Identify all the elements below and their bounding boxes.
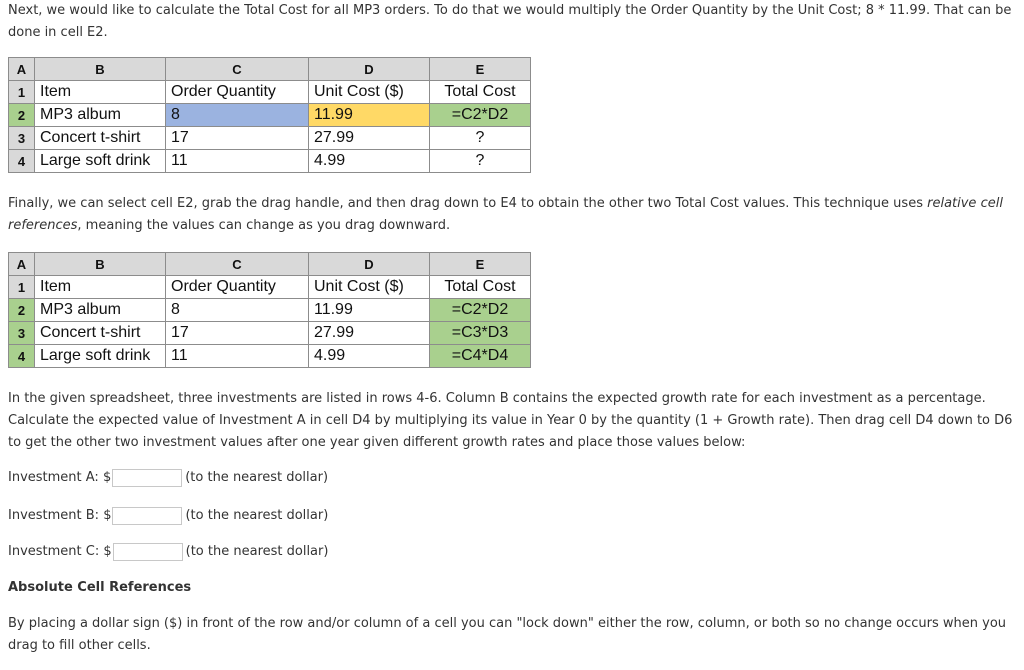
cell-qty: 8 [166, 299, 309, 322]
investment-a-input[interactable] [112, 469, 182, 487]
table-row [9, 345, 531, 368]
investment-b-input[interactable] [112, 507, 182, 525]
drag-paragraph [8, 193, 1016, 237]
cell-total: ? [430, 127, 531, 150]
cell-unit-cost: 27.99 [309, 322, 430, 345]
investment-c-row [8, 542, 328, 562]
investment-b-label: Investment B: $ [8, 508, 112, 523]
row-number: 4 [9, 345, 35, 368]
cell-qty: 17 [166, 322, 309, 345]
investment-a-suffix: (to the nearest dollar) [185, 470, 329, 485]
cell-item: Large soft drink [35, 150, 166, 173]
column-header-row [9, 58, 531, 81]
cell-qty: 17 [166, 127, 309, 150]
absolute-paragraph: By placing a dollar sign ($) in front of the row and/or column of a cell you can "lock down" either the row, column, or both so no change occurs when you drag to fill other cells. [8, 616, 1007, 653]
investment-a-label: Investment A: $ [8, 470, 112, 485]
drag-paragraph-part1: Finally, we can select cell E2, grab the drag handle, and then drag down to E4 to obtain the other two Total Cost values. This technique uses [8, 196, 928, 211]
cell-total: ? [430, 150, 531, 173]
row-number: 1 [9, 276, 35, 299]
cell-item: Concert t-shirt [35, 127, 166, 150]
cell-qty: 8 [166, 104, 309, 127]
table-row [9, 322, 531, 345]
column-header-b: B [35, 253, 166, 276]
drag-paragraph-part2: , meaning the values can change as you drag downward. [77, 218, 451, 233]
column-header-row [9, 253, 531, 276]
column-header-d: D [309, 253, 430, 276]
cell-item: Item [35, 276, 166, 299]
row-number: 3 [9, 322, 35, 345]
investment-c-label: Investment C: $ [8, 544, 112, 559]
cell-total: =C4*D4 [430, 345, 531, 368]
cell-unit-cost: 27.99 [309, 127, 430, 150]
cell-total: Total Cost [430, 81, 531, 104]
cell-qty: 11 [166, 150, 309, 173]
cell-item: Item [35, 81, 166, 104]
column-header-a: A [9, 58, 35, 81]
row-number: 4 [9, 150, 35, 173]
cell-item: MP3 album [35, 299, 166, 322]
column-header-e: E [430, 58, 531, 81]
cell-total: =C3*D3 [430, 322, 531, 345]
investment-a-row [8, 468, 328, 488]
spreadsheet-before [8, 57, 531, 173]
table-row [9, 127, 531, 150]
cell-unit-cost: Unit Cost ($) [309, 276, 430, 299]
row-number: 2 [9, 299, 35, 322]
cell-unit-cost: 4.99 [309, 345, 430, 368]
cell-item: Large soft drink [35, 345, 166, 368]
cell-unit-cost: 11.99 [309, 299, 430, 322]
cell-total: =C2*D2 [430, 104, 531, 127]
table-row [9, 104, 531, 127]
spreadsheet-after [8, 252, 531, 368]
column-header-e: E [430, 253, 531, 276]
investment-c-suffix: (to the nearest dollar) [185, 544, 329, 559]
investment-b-row [8, 506, 328, 526]
relative-references-term: relative cell references [8, 196, 1003, 233]
table-row [9, 81, 531, 104]
cell-item: Concert t-shirt [35, 322, 166, 345]
investment-b-suffix: (to the nearest dollar) [185, 508, 329, 523]
cell-qty: Order Quantity [166, 81, 309, 104]
table-row [9, 276, 531, 299]
cell-qty: Order Quantity [166, 276, 309, 299]
column-header-c: C [166, 253, 309, 276]
row-number: 1 [9, 81, 35, 104]
cell-total: Total Cost [430, 276, 531, 299]
cell-qty: 11 [166, 345, 309, 368]
cell-unit-cost: 11.99 [309, 104, 430, 127]
cell-unit-cost: Unit Cost ($) [309, 81, 430, 104]
table-row [9, 299, 531, 322]
cell-unit-cost: 4.99 [309, 150, 430, 173]
intro-paragraph: Next, we would like to calculate the Total Cost for all MP3 orders. To do that we would multiply the Order Quantity by the Unit Cost; 8 * 11.99. That can be done in cell E2. [8, 3, 1012, 40]
cell-item: MP3 album [35, 104, 166, 127]
table-row [9, 150, 531, 173]
cell-total: =C2*D2 [430, 299, 531, 322]
column-header-d: D [309, 58, 430, 81]
row-number: 3 [9, 127, 35, 150]
investment-c-input[interactable] [113, 543, 183, 561]
column-header-a: A [9, 253, 35, 276]
row-number: 2 [9, 104, 35, 127]
section-heading: Absolute Cell References [8, 580, 192, 595]
column-header-c: C [166, 58, 309, 81]
investment-paragraph: In the given spreadsheet, three investments are listed in rows 4-6. Column B contains the expected growth rate for each investment as a percentage. Calculate the expected value of Investment A in cell D4 by multiplying its value in Year 0 by the quantity (1 + Growth rate). Then drag cell D4 down to D6 to get the other two investment values after one year given different growth rates and place those values below: [8, 391, 1013, 450]
column-header-b: B [35, 58, 166, 81]
